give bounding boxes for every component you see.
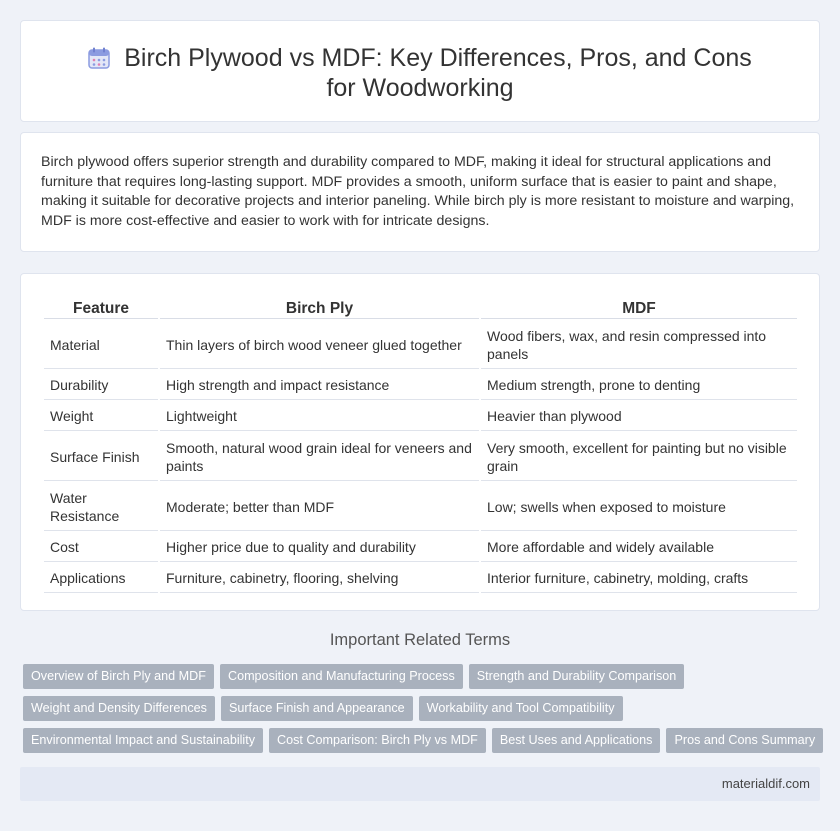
table-row xyxy=(44,483,797,531)
row-feature: Applications xyxy=(44,564,158,593)
calendar-icon xyxy=(88,47,110,69)
intro-card xyxy=(20,132,820,252)
related-term-tag[interactable]: Weight and Density Differences xyxy=(23,696,215,721)
related-term-tag[interactable]: Composition and Manufacturing Process xyxy=(220,664,463,689)
row-mdf: Medium strength, prone to denting xyxy=(481,371,797,400)
row-mdf: Heavier than plywood xyxy=(481,402,797,431)
related-term-tag[interactable]: Cost Comparison: Birch Ply vs MDF xyxy=(269,728,486,753)
row-mdf: Wood fibers, wax, and resin compressed into panels xyxy=(481,321,797,369)
related-term-tag[interactable]: Surface Finish and Appearance xyxy=(221,696,413,721)
row-feature: Water Resistance xyxy=(44,483,158,531)
related-term-tag[interactable]: Strength and Durability Comparison xyxy=(469,664,685,689)
row-birch-ply: Smooth, natural wood grain ideal for veneers and paints xyxy=(160,433,479,481)
row-birch-ply: Higher price due to quality and durability xyxy=(160,533,479,562)
related-terms-tags xyxy=(23,664,823,760)
related-terms-heading: Important Related Terms xyxy=(329,631,511,649)
row-mdf: More affordable and widely available xyxy=(481,533,797,562)
row-mdf: Very smooth, excellent for painting but no visible grain xyxy=(481,433,797,481)
comparison-table-card xyxy=(20,273,820,611)
related-term-tag[interactable]: Overview of Birch Ply and MDF xyxy=(23,664,214,689)
table-row xyxy=(44,533,797,562)
row-mdf: Low; swells when exposed to moisture xyxy=(481,483,797,531)
row-birch-ply: Lightweight xyxy=(160,402,479,431)
row-mdf: Interior furniture, cabinetry, molding, crafts xyxy=(481,564,797,593)
row-feature: Surface Finish xyxy=(44,433,158,481)
related-term-tag[interactable]: Workability and Tool Compatibility xyxy=(419,696,623,721)
page-title-wrap xyxy=(81,43,759,103)
row-birch-ply: Thin layers of birch wood veneer glued together xyxy=(160,321,479,369)
comparison-table xyxy=(42,294,799,595)
table-row xyxy=(44,371,797,400)
header-birch-ply: Birch Ply xyxy=(160,296,479,319)
table-row xyxy=(44,433,797,481)
title-card xyxy=(20,20,820,122)
related-term-tag[interactable]: Environmental Impact and Sustainability xyxy=(23,728,263,753)
row-feature: Cost xyxy=(44,533,158,562)
row-feature: Weight xyxy=(44,402,158,431)
header-mdf: MDF xyxy=(481,296,797,319)
related-term-tag[interactable]: Best Uses and Applications xyxy=(492,728,661,753)
footer-site-link[interactable]: materialdif.com xyxy=(721,776,810,791)
row-birch-ply: High strength and impact resistance xyxy=(160,371,479,400)
intro-paragraph: Birch plywood offers superior strength and durability compared to MDF, making it ideal for structural applications and furniture that requires long-lasting support. MDF provides a smooth, uniform surface that is easier to paint and shape, making it suitable for decorative projects and interior paneling. While birch ply is more resistant to moisture and warping, MDF is more cost-effective and easier to work with for intricate designs. xyxy=(41,154,795,229)
table-row xyxy=(44,402,797,431)
related-term-tag[interactable]: Pros and Cons Summary xyxy=(666,728,823,753)
tag-row xyxy=(23,664,823,696)
table-row xyxy=(44,321,797,369)
row-birch-ply: Furniture, cabinetry, flooring, shelving xyxy=(160,564,479,593)
table-header-row xyxy=(44,296,797,319)
row-feature: Durability xyxy=(44,371,158,400)
table-row xyxy=(44,564,797,593)
tag-row xyxy=(23,696,823,728)
tag-row xyxy=(23,728,823,760)
row-feature: Material xyxy=(44,321,158,369)
footer xyxy=(20,767,820,801)
page-title: Birch Plywood vs MDF: Key Differences, Pros, and Cons for Woodworking xyxy=(124,44,752,102)
header-feature: Feature xyxy=(44,296,158,319)
row-birch-ply: Moderate; better than MDF xyxy=(160,483,479,531)
